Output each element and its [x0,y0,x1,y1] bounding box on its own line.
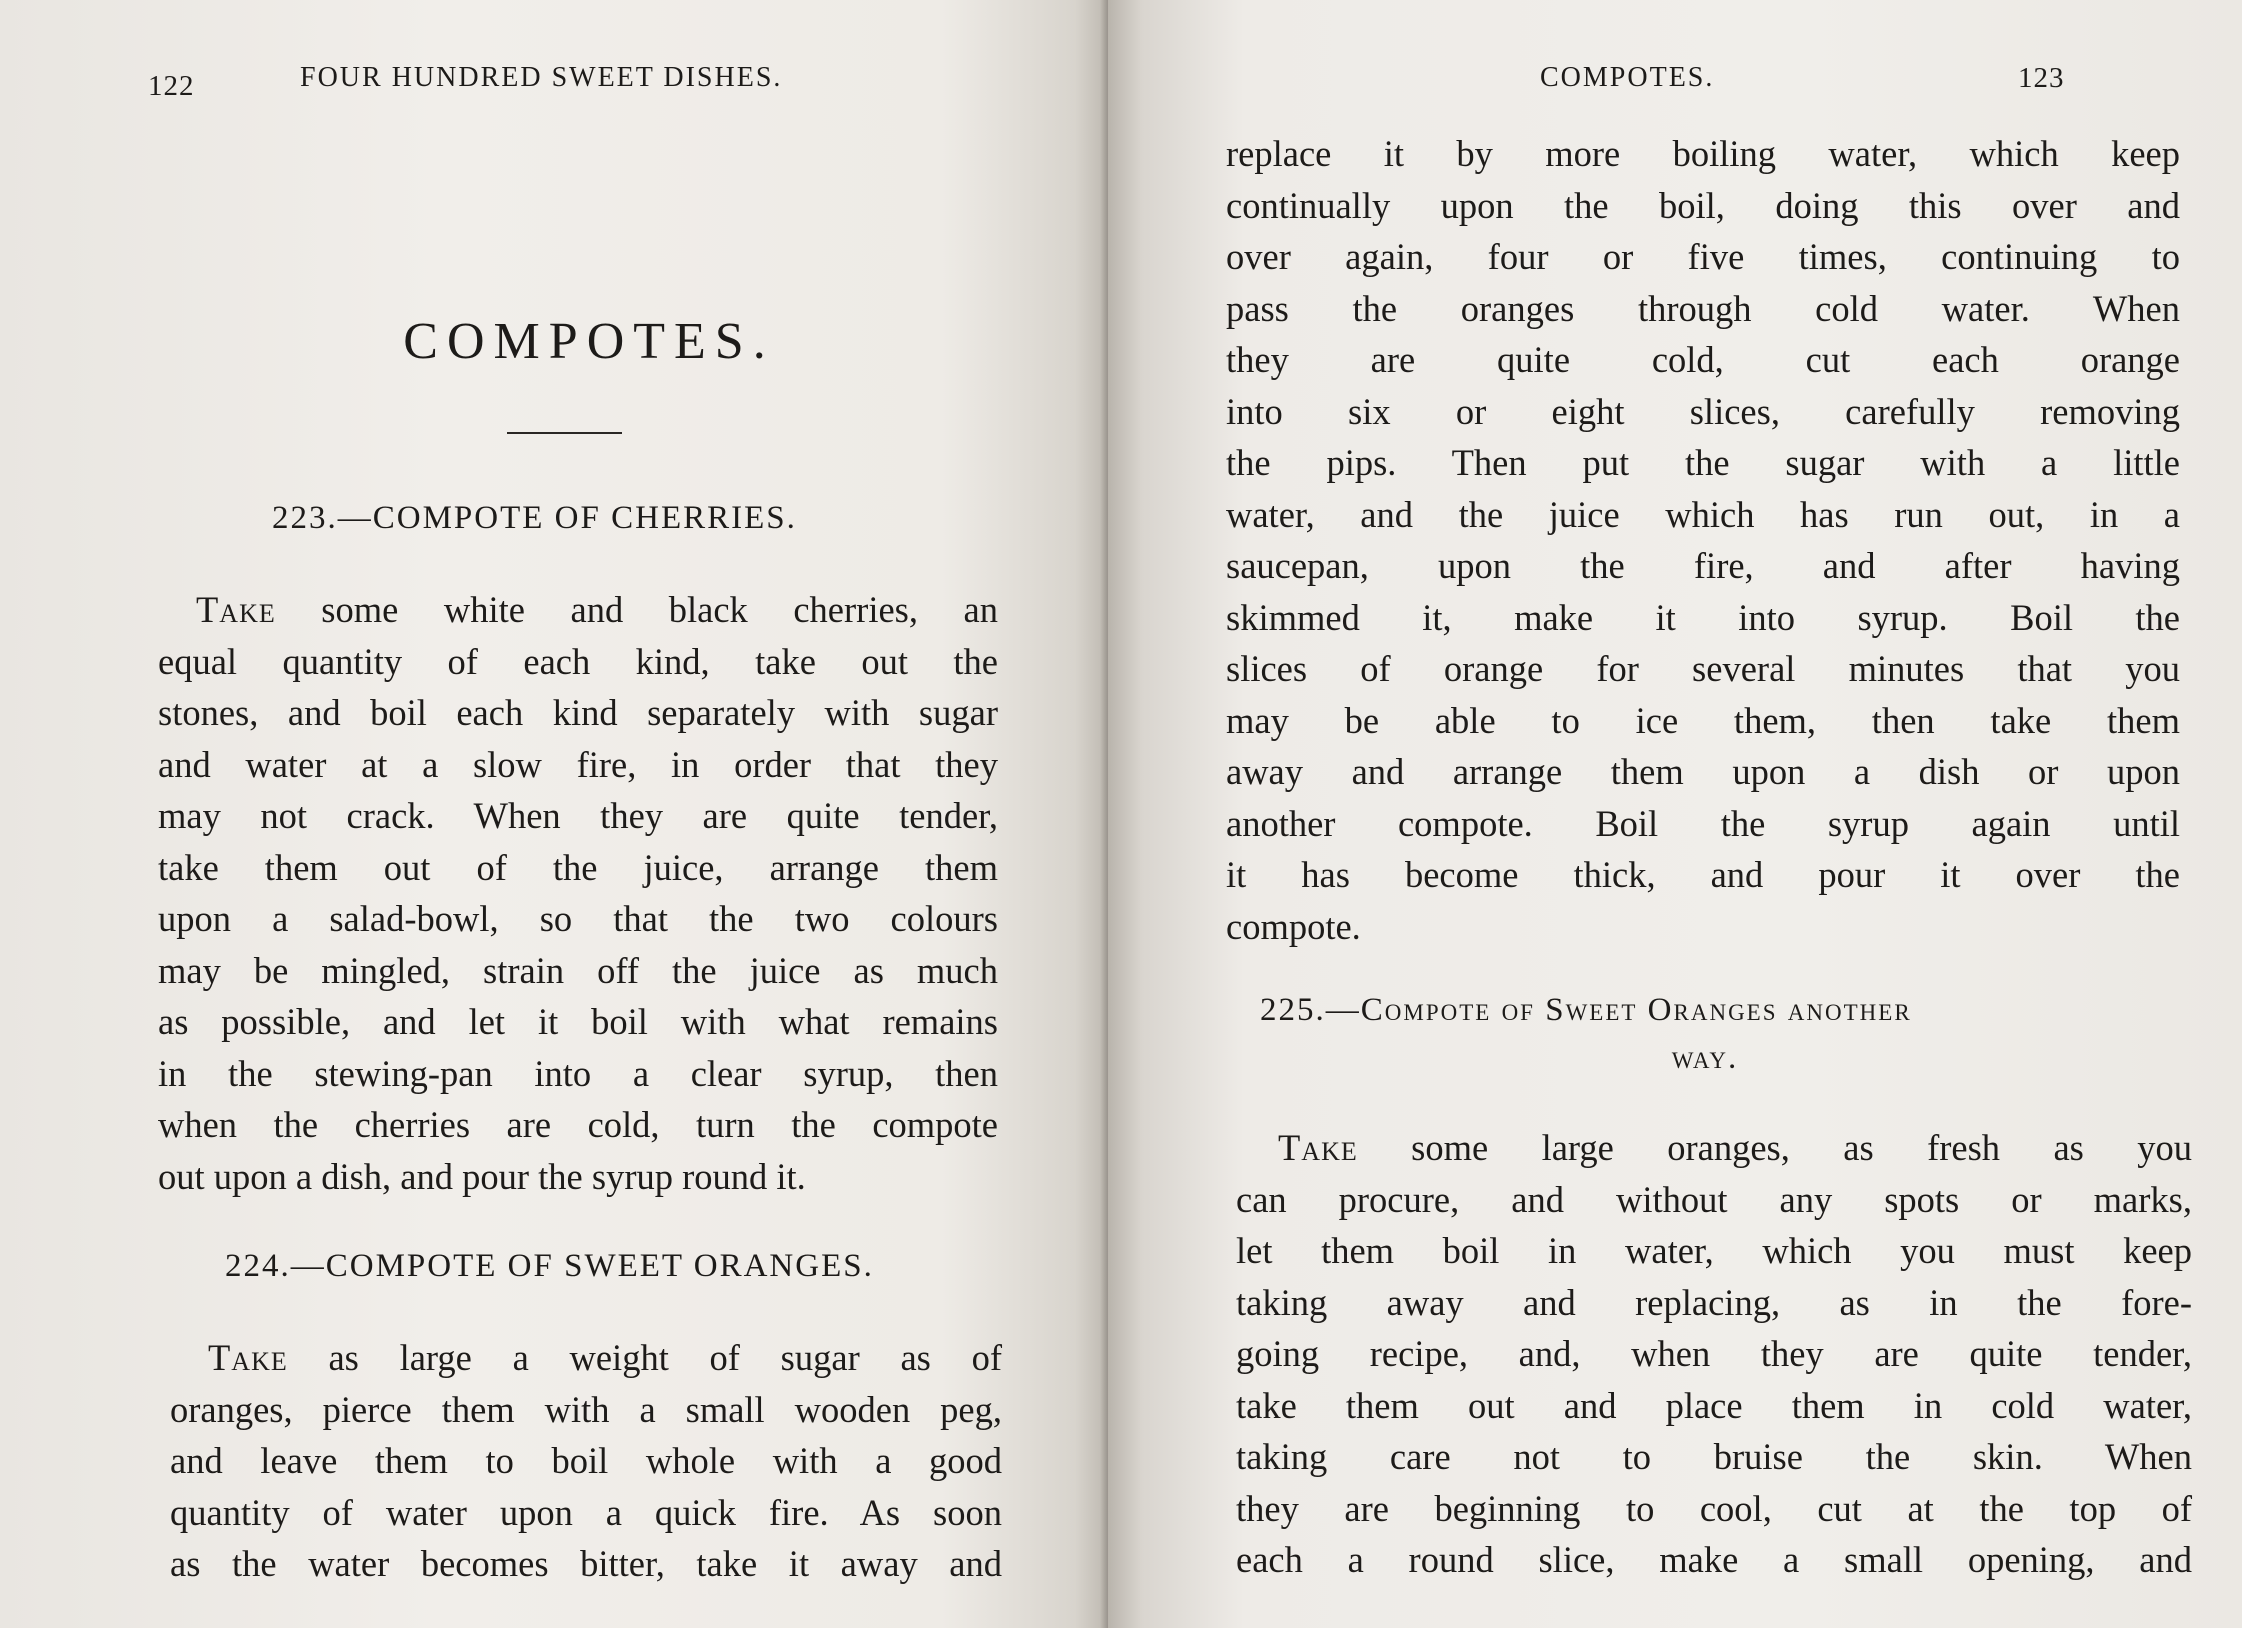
page-number-right: 123 [2018,62,2065,94]
lead-word: Take [208,1337,288,1378]
text-line: may be able to ice them, then take them [1226,699,2180,741]
text-line: continually upon the boil, doing this over and [1226,184,2180,226]
text-line: oranges, pierce them with a small wooden peg, [170,1388,1002,1430]
text-line: taking care not to bruise the skin. When [1236,1436,2192,1477]
recipe-224-continuation [1226,128,2180,952]
text-line: in the stewing-pan into a clear syrup, then [158,1052,998,1094]
text-line: Take some white and black cherries, an [196,589,998,630]
text-line: as possible, and let it boil with what remains [158,1001,998,1042]
lead-word: Take [1278,1127,1358,1168]
text-line: into six or eight slices, carefully removing [1226,390,2180,432]
left-page [0,0,1108,1628]
text-line: Take as large a weight of sugar as of [208,1337,1002,1378]
text-line: quantity of water upon a quick fire. As soon [170,1491,1002,1533]
text-line: they are beginning to cool, cut at the top of [1236,1487,2192,1529]
title-rule [507,432,622,434]
recipe-225-heading-cont: way. [1671,1040,1739,1076]
text-line: may be mingled, strain off the juice as much [158,949,998,991]
running-head-left: FOUR HUNDRED SWEET DISHES. [300,62,783,93]
text-line: let them boil in water, which you must keep [1236,1230,2192,1271]
text-line: may not crack. When they are quite tender, [158,795,998,836]
recipe-225-body [1236,1122,2192,1586]
text-line: take them out of the juice, arrange them [158,846,998,888]
text-line: and leave them to boil whole with a good [170,1440,1002,1481]
text-line: replace it by more boiling water, which keep [1226,133,2180,174]
chapter-title: COMPOTES. [403,313,775,370]
running-head-right: COMPOTES. [1540,62,1715,93]
text-line: saucepan, upon the fire, and after having [1226,545,2180,586]
text-line: equal quantity of each kind, take out the [158,640,998,682]
text-line: take them out and place them in cold water, [1236,1384,2192,1426]
text-line: they are quite cold, cut each orange [1226,339,2180,380]
text-line: compote. [1226,905,1361,947]
text-line: the pips. Then put the sugar with a little [1226,442,2180,483]
text-line: another compote. Boil the syrup again until [1226,802,2180,844]
text-line: pass the oranges through cold water. When [1226,287,2180,329]
text-line: each a round slice, make a small opening, and [1236,1539,2192,1580]
page-number-left: 122 [148,70,195,102]
text-line: Take some large oranges, as fresh as you [1278,1127,2192,1168]
text-line: stones, and boil each kind separately with sugar [158,692,998,733]
text-line: when the cherries are cold, turn the compote [158,1104,998,1145]
text-line: as the water becomes bitter, take it away and [170,1543,1002,1584]
recipe-225-heading: 225.—Compote of Sweet Oranges another [1260,992,1912,1028]
text-line: taking away and replacing, as in the fore- [1236,1281,2192,1323]
text-line: can procure, and without any spots or marks, [1236,1178,2192,1220]
right-page [1108,0,2242,1628]
text-line: out upon a dish, and pour the syrup round it. [158,1155,806,1197]
text-line: going recipe, and, when they are quite tender, [1236,1333,2192,1374]
recipe-224-heading: 224.—COMPOTE OF SWEET ORANGES. [225,1248,874,1284]
text-line: over again, four or five times, continuing to [1226,236,2180,277]
recipe-224-body [170,1332,1002,1590]
text-line: it has become thick, and pour it over the [1226,854,2180,895]
text-line: away and arrange them upon a dish or upon [1226,751,2180,792]
text-line: slices of orange for several minutes that you [1226,648,2180,689]
text-line: and water at a slow fire, in order that they [158,743,998,785]
recipe-223-body [158,584,998,1202]
text-line: skimmed it, make it into syrup. Boil the [1226,596,2180,638]
recipe-223-heading: 223.—COMPOTE OF CHERRIES. [272,500,797,536]
text-line: upon a salad-bowl, so that the two colours [158,898,998,939]
text-line: water, and the juice which has run out, in a [1226,493,2180,535]
lead-word: Take [196,589,276,630]
